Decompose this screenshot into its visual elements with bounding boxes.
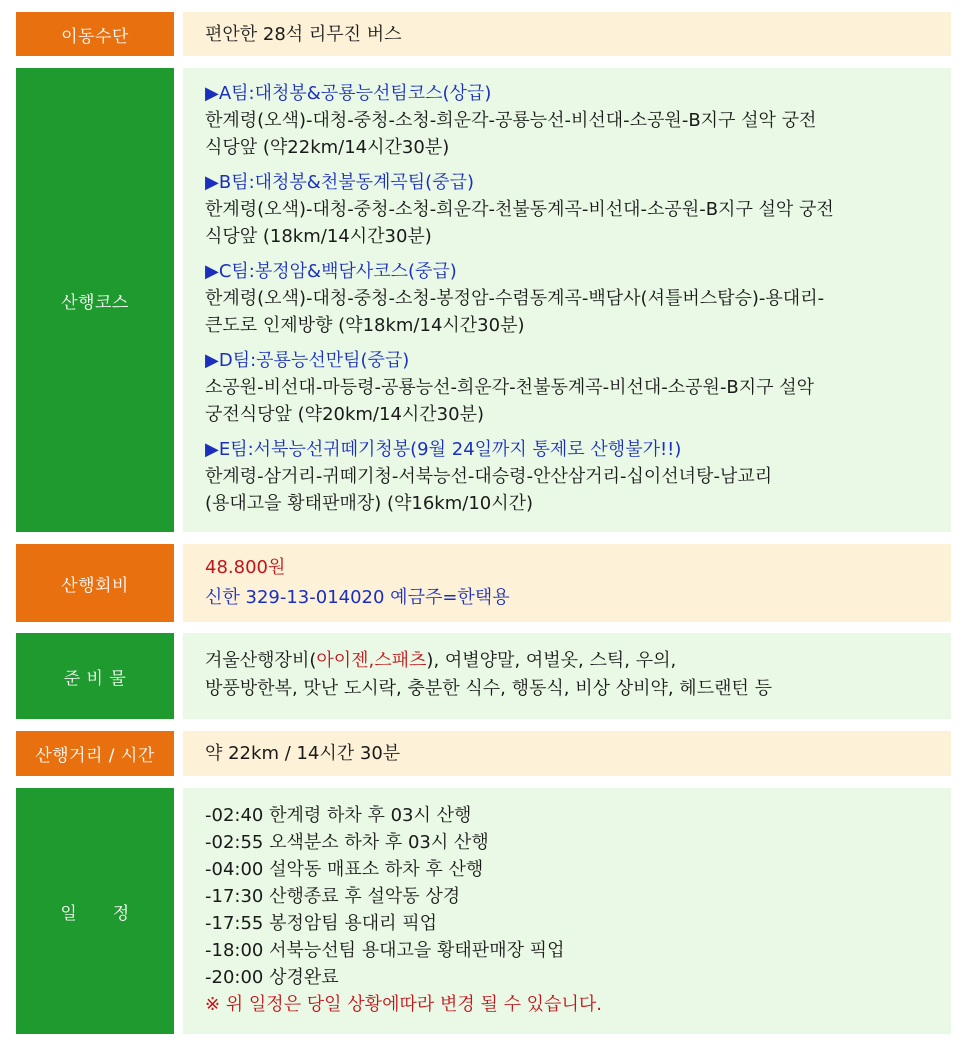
team-d-title: ▶D팀:공룡능선만팀(중급) <box>205 350 410 371</box>
row-transport <box>0 12 966 56</box>
team-c-title: ▶C팀:봉정암&백담사코스(중급) <box>205 261 457 282</box>
team-a-line-1: 한계령(오색)-대청-중청-소청-희운각-공룡능선-비선대-소공원-B지구 설악 궁전 <box>205 110 817 131</box>
schedule-item-6: -18:00 서북능선팀 용대고을 황태판매장 픽업 <box>205 940 565 961</box>
supplies-line-2: 방풍방한복, 맛난 도시락, 충분한 식수, 행동식, 비상 상비약, 헤드랜턴 등 <box>205 678 772 699</box>
team-d-line-2: 궁전식당앞 (약20km/14시간30분) <box>205 404 484 425</box>
label-course: 산행코스 <box>16 68 174 532</box>
team-c-line-2: 큰도로 인제방향 (약18km/14시간30분) <box>205 315 525 336</box>
content-fee <box>183 544 951 622</box>
team-a <box>205 80 929 161</box>
schedule-item-2: -02:55 오색분소 하차 후 03시 산행 <box>205 832 489 853</box>
schedule-item-5: -17:55 봉정암팀 용대리 픽업 <box>205 913 438 934</box>
fee-amount: 48.800원 <box>205 557 286 578</box>
schedule-item-1: -02:40 한계령 하차 후 03시 산행 <box>205 805 472 826</box>
team-d-line-1: 소공원-비선대-마등령-공룡능선-희운각-천불동계곡-비선대-소공원-B지구 설악 <box>205 377 815 398</box>
team-d <box>205 347 929 428</box>
row-supplies <box>0 633 966 719</box>
team-e-title: ▶E팀:서북능선귀떼기청봉(9월 24일까지 통제로 산행불가!!) <box>205 439 682 460</box>
team-e-line-1: 한계령-삼거리-귀떼기청-서북능선-대승령-안산삼거리-십이선녀탕-남교리 <box>205 466 773 487</box>
team-a-title: ▶A팀:대청봉&공룡능선팀코스(상급) <box>205 83 492 104</box>
team-e-line-2: (용대고을 황태판매장) (약16km/10시간) <box>205 493 534 514</box>
schedule-item-3: -04:00 설악동 매표소 하차 후 산행 <box>205 859 484 880</box>
label-distance: 산행거리 / 시간 <box>16 731 174 776</box>
row-schedule <box>0 788 966 1034</box>
schedule-item-7: -20:00 상경완료 <box>205 967 339 988</box>
team-b-line-1: 한계령(오색)-대청-중청-소청-희운각-천불동계곡-비선대-소공원-B지구 설악 궁전 <box>205 199 834 220</box>
supplies-line-1-suffix: ), 여별양말, 여벌옷, 스틱, 우의, <box>426 650 677 671</box>
supplies-highlight: 아이젠,스패츠 <box>316 650 427 671</box>
team-c-line-1: 한계령(오색)-대청-중청-소청-봉정암-수렴동계곡-백담사(셔틀버스탑승)-용대리- <box>205 288 825 309</box>
content-distance <box>183 731 951 776</box>
content-schedule <box>183 788 951 1034</box>
team-b <box>205 169 929 250</box>
team-b-line-2: 식당앞 (18km/14시간30분) <box>205 226 432 247</box>
label-transport: 이동수단 <box>16 12 174 56</box>
label-fee: 산행회비 <box>16 544 174 622</box>
team-b-title: ▶B팀:대청봉&천불동계곡팀(중급) <box>205 172 474 193</box>
supplies-line-1-prefix: 겨울산행장비( <box>205 650 317 671</box>
team-e <box>205 436 929 517</box>
supplies-line-1 <box>205 647 929 675</box>
row-fee <box>0 544 966 622</box>
team-a-line-2: 식당앞 (약22km/14시간30분) <box>205 137 450 158</box>
label-supplies: 준 비 물 <box>16 633 174 719</box>
schedule-notice: ※ 위 일정은 당일 상황에따라 변경 될 수 있습니다. <box>205 994 602 1015</box>
distance-value: 약 22km / 14시간 30분 <box>205 743 401 764</box>
label-schedule: 일 정 <box>16 788 174 1034</box>
content-transport <box>183 12 951 56</box>
transport-value: 편안한 28석 리무진 버스 <box>205 23 402 45</box>
content-course <box>183 68 951 532</box>
fee-account: 신한 329-13-014020 예금주=한택용 <box>205 587 510 608</box>
row-course <box>0 68 966 532</box>
schedule-item-4: -17:30 산행종료 후 설악동 상경 <box>205 886 461 907</box>
content-supplies <box>183 633 951 719</box>
team-c <box>205 258 929 339</box>
row-distance <box>0 731 966 776</box>
